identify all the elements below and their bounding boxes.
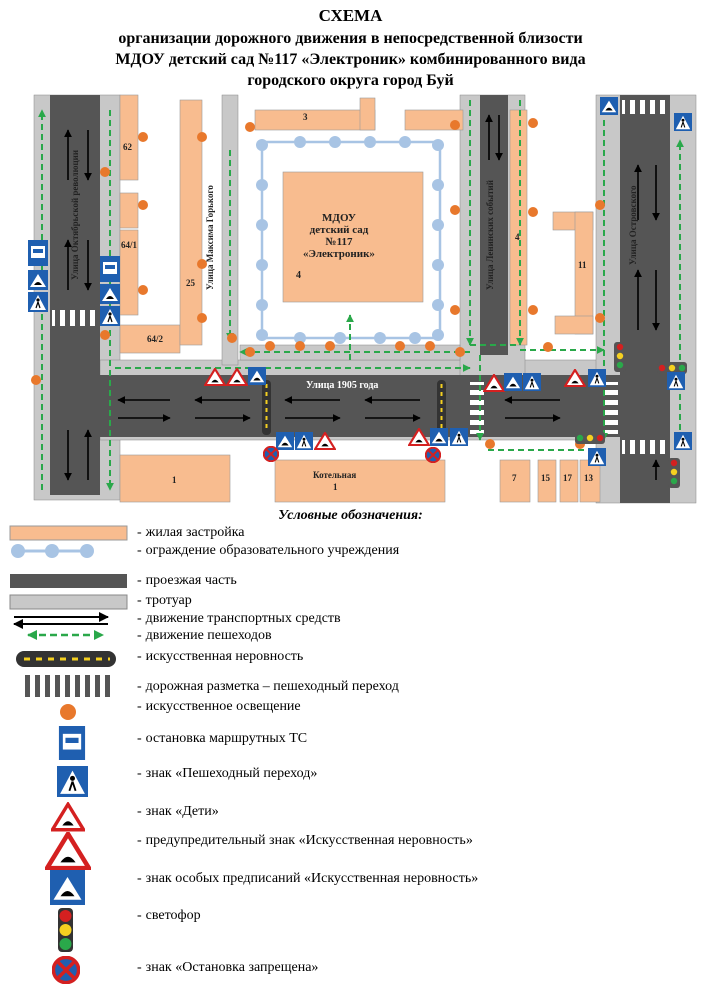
street-1905: Улица 1905 года [306, 380, 379, 391]
legend-item-warning-bump-sign [137, 833, 473, 849]
buildings [120, 95, 600, 502]
street-maxim-gorky: Улица Максима Горького [205, 185, 215, 290]
building-17: 17 [563, 473, 572, 483]
building-64-1: 64/1 [121, 240, 138, 250]
legend-item-bus-stop [137, 731, 307, 747]
legend-dash: - [137, 833, 142, 848]
legend-dash: - [137, 543, 142, 558]
legend-label: знак «Дети» [145, 804, 219, 819]
legend-item-speed-bump [137, 649, 303, 665]
legend-dash: - [137, 525, 142, 540]
legend-label: проезжая часть [145, 573, 237, 588]
legend-label: знак «Остановка запрещена» [145, 960, 319, 975]
legend-label: дорожная разметка – пешеходный переход [145, 679, 399, 694]
legend-dash: - [137, 699, 142, 714]
kindergarten-line3: №117 [325, 236, 353, 248]
building-4-right: 4 [515, 232, 520, 242]
legend-dash: - [137, 593, 142, 608]
legend-dash: - [137, 804, 142, 819]
building-3: 3 [303, 112, 308, 122]
legend-symbols [10, 526, 127, 983]
building-15: 15 [541, 473, 550, 483]
legend-dash: - [137, 908, 142, 923]
legend-dash: - [137, 611, 142, 626]
kindergarten-line1: МДОУ [322, 212, 356, 224]
legend-dash: - [137, 960, 142, 975]
street-october-revolution: Улица Октябрьской революции [70, 149, 80, 280]
building-1: 1 [172, 475, 177, 485]
schema-subtitle-1: организации дорожного движения в непосредственной близости [118, 30, 583, 47]
legend-item-residential [137, 525, 245, 541]
boiler-house-number: 1 [333, 482, 338, 492]
legend-dash: - [137, 628, 142, 643]
legend-item-no-stopping [137, 960, 318, 976]
building-7: 7 [512, 473, 517, 483]
legend-label: остановка маршрутных ТС [145, 731, 308, 746]
street-lenin-events: Улица Ленинских событий [485, 180, 495, 290]
legend-label: светофор [145, 908, 201, 923]
kindergarten-line2: детский сад [309, 224, 369, 236]
building-25: 25 [186, 278, 195, 288]
legend-label: искусственная неровность [145, 649, 304, 664]
legend-item-special-bump-sign [137, 871, 478, 887]
street-ostrovsky: Улица Островского [628, 185, 638, 265]
legend-label: жилая застройка [145, 525, 245, 540]
schema-subtitle-2: МДОУ детский сад №117 «Электроник» комбинированного вида [115, 51, 586, 68]
legend-dash: - [137, 573, 142, 588]
legend-item-crosswalk [137, 679, 399, 695]
legend-label: движение транспортных средств [145, 611, 341, 626]
schema-title: СХЕМА [318, 6, 383, 25]
legend-item-pedestrian-traffic [137, 628, 272, 644]
legend-item-sidewalk [137, 593, 192, 609]
boiler-house-name: Котельная [313, 470, 357, 480]
building-13: 13 [584, 473, 593, 483]
schema-subtitle-3: городского округа город Буй [247, 72, 454, 89]
legend-label: искусственное освещение [145, 699, 301, 714]
legend-item-fence [137, 543, 399, 559]
legend-label: движение пешеходов [145, 628, 272, 643]
legend-label: предупредительный знак «Искусственная неровность» [145, 833, 473, 848]
legend-label: знак «Пешеходный переход» [145, 766, 318, 781]
legend-item-children-sign [137, 804, 219, 820]
legend-item-lighting [137, 699, 301, 715]
kindergarten-line4: «Электроник» [303, 248, 375, 260]
kindergarten-number: 4 [296, 270, 301, 281]
legend-dash: - [137, 731, 142, 746]
building-62: 62 [123, 142, 132, 152]
legend-dash: - [137, 766, 142, 781]
building-11: 11 [578, 260, 587, 270]
legend-title: Условные обозначения: [278, 508, 423, 523]
legend-label: тротуар [145, 593, 192, 608]
legend-dash: - [137, 649, 142, 664]
building-64-2: 64/2 [147, 334, 164, 344]
legend-label: ограждение образовательного учреждения [145, 543, 400, 558]
legend-item-traffic-light [137, 908, 201, 924]
legend-dash: - [137, 871, 142, 886]
legend-item-carriageway [137, 573, 237, 589]
legend-item-vehicle-traffic [137, 611, 341, 627]
legend-label: знак особых предписаний «Искусственная неровность» [145, 871, 479, 886]
legend-dash: - [137, 679, 142, 694]
legend-item-crossing-sign [137, 766, 317, 782]
